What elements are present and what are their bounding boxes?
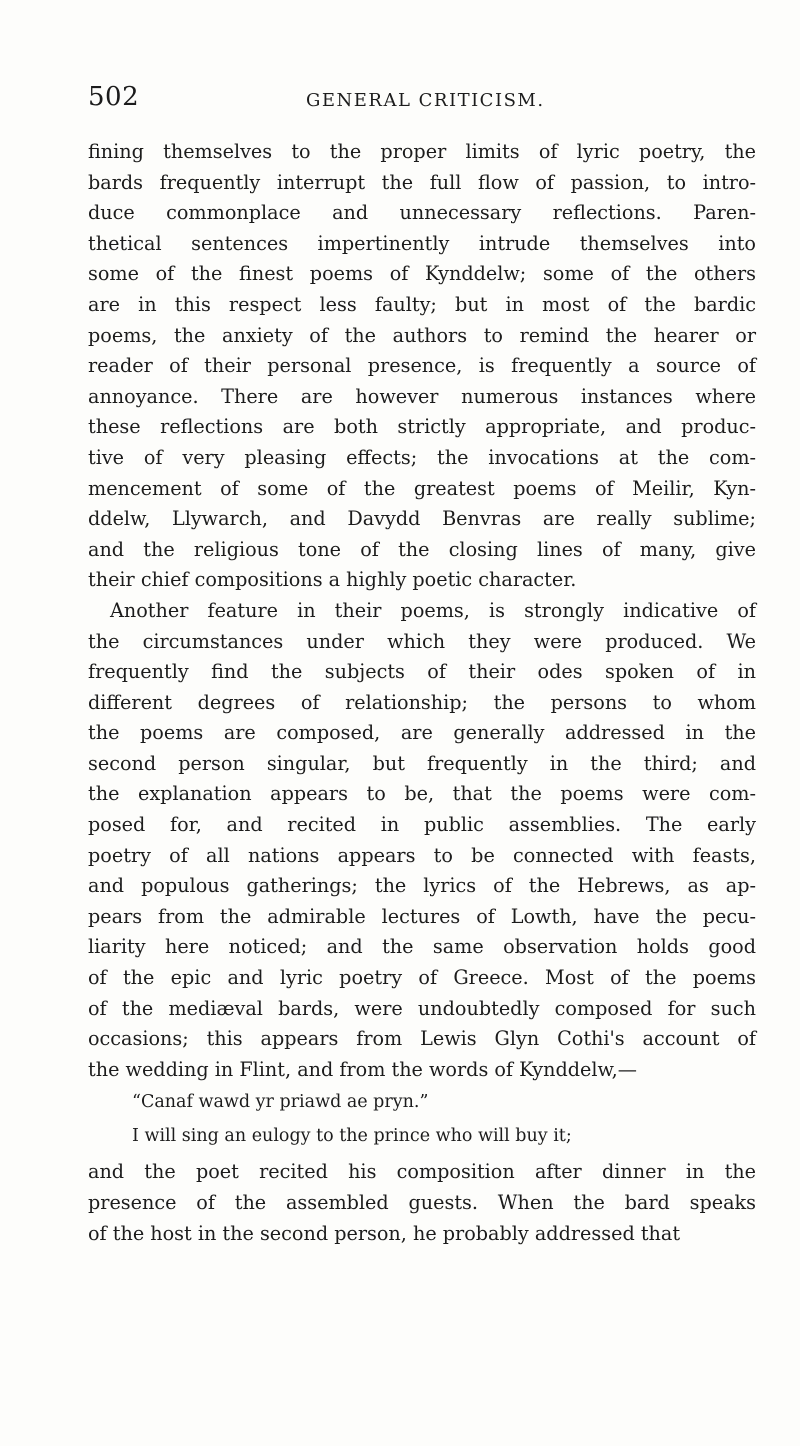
- text-line: mencement of some of the greatest poems of Meilir, Kyn-: [88, 476, 756, 500]
- text-line: of the host in the second person, he probably addressed that: [88, 1221, 681, 1245]
- text-line: are in this respect less faulty; but in most of the bardic: [88, 292, 756, 316]
- text-line: duce commonplace and unnecessary reflections. Paren-: [88, 201, 756, 225]
- text-line: occasions; this appears from Lewis Glyn Cothi's account of: [88, 1027, 756, 1051]
- text-line: different degrees of relationship; the persons to whom: [88, 690, 756, 714]
- text-line: presence of the assembled guests. When the bard speaks: [88, 1191, 756, 1214]
- text-line: pears from the admirable lectures of Lowth, have the pecu-: [88, 904, 756, 928]
- text-line: and the poet recited his composition after dinner in the: [88, 1160, 756, 1184]
- text-line: the wedding in Flint, and from the words of Kynddelw,—: [88, 1057, 637, 1081]
- text-line: their chief compositions a highly poetic character.: [88, 568, 577, 592]
- text-line: and the religious tone of the closing lines of many, give: [88, 537, 756, 561]
- text-line: reader of their personal presence, is frequently a source of: [88, 354, 756, 378]
- text-line: bards frequently interrupt the full flow of passion, to intro-: [88, 170, 756, 194]
- running-head: GENERAL CRITICISM.: [306, 90, 545, 111]
- page-header: [88, 82, 748, 122]
- body-text: [88, 137, 756, 1249]
- quotation-translation: I will sing an eulogy to the prince who will buy it;: [132, 1126, 572, 1147]
- text-line: these reflections are both strictly appropriate, and produc-: [88, 415, 756, 439]
- text-line: of the mediæval bards, were undoubtedly composed for such: [88, 996, 756, 1020]
- text-line: liarity here noticed; and the same observation holds good: [88, 935, 756, 959]
- text-line: fining themselves to the proper limits of lyric poetry, the: [88, 140, 756, 163]
- welsh-quotation: “Canaf wawd yr priawd ae pryn.”: [132, 1092, 429, 1113]
- text-line: ddelw, Llywarch, and Davydd Benvras are really sublime;: [88, 507, 756, 531]
- text-line: of the epic and lyric poetry of Greece. Most of the poems: [88, 966, 756, 990]
- text-line: poetry of all nations appears to be connected with feasts,: [88, 843, 756, 867]
- text-line: posed for, and recited in public assemblies. The early: [88, 813, 756, 837]
- paragraph: [88, 1157, 756, 1249]
- text-line: annoyance. There are however numerous instances where: [88, 384, 756, 408]
- text-line: Another feature in their poems, is strongly indicative of: [110, 598, 756, 622]
- paragraph: [88, 137, 756, 596]
- text-line: and populous gatherings; the lyrics of the Hebrews, as ap-: [88, 874, 756, 898]
- text-line: the explanation appears to be, that the poems were com-: [88, 782, 756, 806]
- text-line: the circumstances under which they were produced. We: [88, 629, 756, 653]
- page-number: 502: [88, 82, 140, 112]
- paragraph: [88, 596, 756, 1086]
- text-line: tive of very pleasing effects; the invocations at the com-: [88, 445, 756, 469]
- text-line: second person singular, but frequently in the third; and: [88, 751, 756, 775]
- text-line: some of the finest poems of Kynddelw; some of the others: [88, 262, 756, 286]
- text-line: thetical sentences impertinently intrude themselves into: [88, 231, 756, 255]
- text-line: the poems are composed, are generally addressed in the: [88, 721, 756, 745]
- text-line: poems, the anxiety of the authors to remind the hearer or: [88, 323, 756, 347]
- text-line: frequently find the subjects of their odes spoken of in: [88, 660, 756, 684]
